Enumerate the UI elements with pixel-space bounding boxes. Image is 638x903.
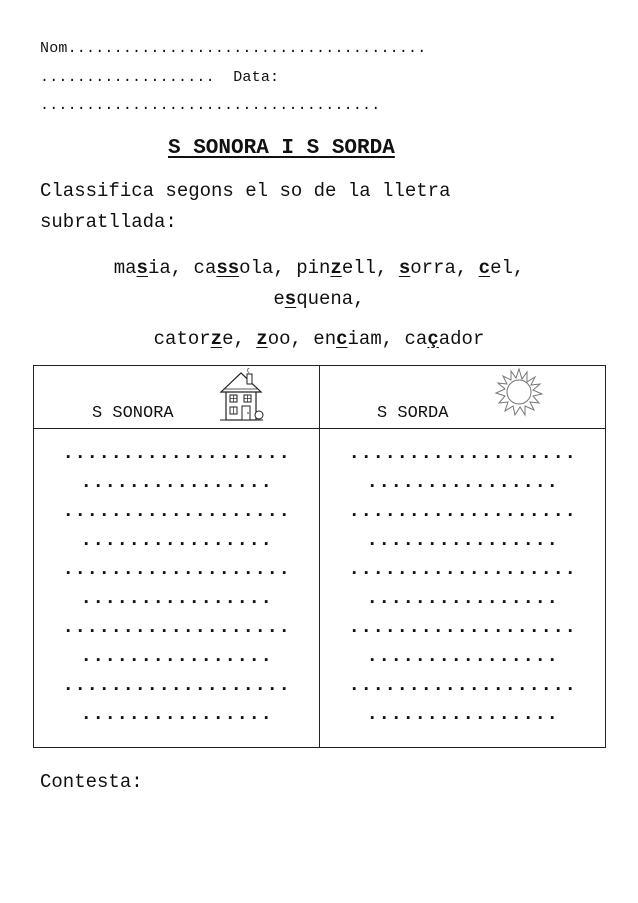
word-item: caçador: [404, 328, 485, 350]
underlined-letter: z: [256, 328, 268, 350]
date-field-line: ................... Data:: [40, 69, 280, 86]
underlined-letter: ç: [427, 328, 439, 350]
word-item: cel,: [478, 257, 525, 279]
word-list-row-3: [0, 328, 638, 350]
word-item: zoo,: [256, 328, 314, 350]
sonora-dot-lines: [34, 429, 319, 729]
sorda-header-cell: [320, 366, 606, 429]
answer-dot-line: ...................: [62, 500, 291, 522]
answer-dot-line: ................: [80, 471, 273, 493]
underlined-letter: s: [398, 257, 411, 279]
word-item: cassola,: [193, 257, 297, 279]
answer-dot-line: ................: [80, 529, 273, 551]
answer-dot-line: ................: [366, 703, 559, 725]
underlined-letter: ss: [216, 257, 240, 279]
date-dots-line: .....................................: [40, 97, 381, 114]
answer-dot-line: ...................: [348, 674, 577, 696]
house-icon: [218, 368, 264, 429]
sorda-header-label: S SORDA: [377, 404, 449, 423]
word-item: masia,: [113, 257, 194, 279]
classification-table: [33, 365, 606, 748]
sorda-answer-cell[interactable]: [320, 429, 606, 748]
answer-dot-line: ................: [80, 587, 273, 609]
answer-dot-line: ...................: [62, 558, 291, 580]
sun-icon: [494, 367, 544, 422]
answer-dot-line: ...................: [348, 442, 577, 464]
sonora-header-cell: [34, 366, 320, 429]
contesta-label: Contesta:: [40, 771, 143, 793]
answer-dot-line: ...................: [348, 500, 577, 522]
instruction-line-1: Classifica segons el so de la lletra: [40, 180, 451, 202]
word-item: sorra,: [398, 257, 479, 279]
underlined-letter: s: [284, 288, 297, 310]
word-item: enciam,: [313, 328, 405, 350]
answer-dot-line: ................: [80, 645, 273, 667]
underlined-letter: c: [478, 257, 491, 279]
answer-dot-line: ...................: [62, 442, 291, 464]
answer-dot-line: ................: [366, 587, 559, 609]
answer-dot-line: ...................: [62, 674, 291, 696]
underlined-letter: z: [330, 257, 342, 279]
word-item: pinzell,: [296, 257, 399, 279]
answer-dot-line: ...................: [348, 558, 577, 580]
underlined-letter: s: [136, 257, 148, 279]
word-list-row-2: [0, 288, 638, 310]
word-item: esquena,: [273, 288, 365, 310]
underlined-letter: c: [336, 328, 348, 350]
underlined-letter: z: [210, 328, 223, 350]
answer-dot-line: ................: [80, 703, 273, 725]
answer-dot-line: ................: [366, 529, 559, 551]
answer-dot-line: ...................: [62, 616, 291, 638]
sonora-header-label: S SONORA: [92, 404, 174, 423]
instruction-line-2: subratllada:: [40, 211, 177, 233]
word-item: catorze,: [153, 328, 257, 350]
page-title: S SONORA I S SORDA: [168, 137, 395, 160]
answer-dot-line: ................: [366, 471, 559, 493]
answer-dot-line: ...................: [348, 616, 577, 638]
word-list-row-1: [0, 257, 638, 279]
answer-dot-line: ................: [366, 645, 559, 667]
sorda-dot-lines: [320, 429, 605, 729]
name-field-line: Nom.......................................: [40, 40, 427, 57]
sonora-answer-cell[interactable]: [34, 429, 320, 748]
